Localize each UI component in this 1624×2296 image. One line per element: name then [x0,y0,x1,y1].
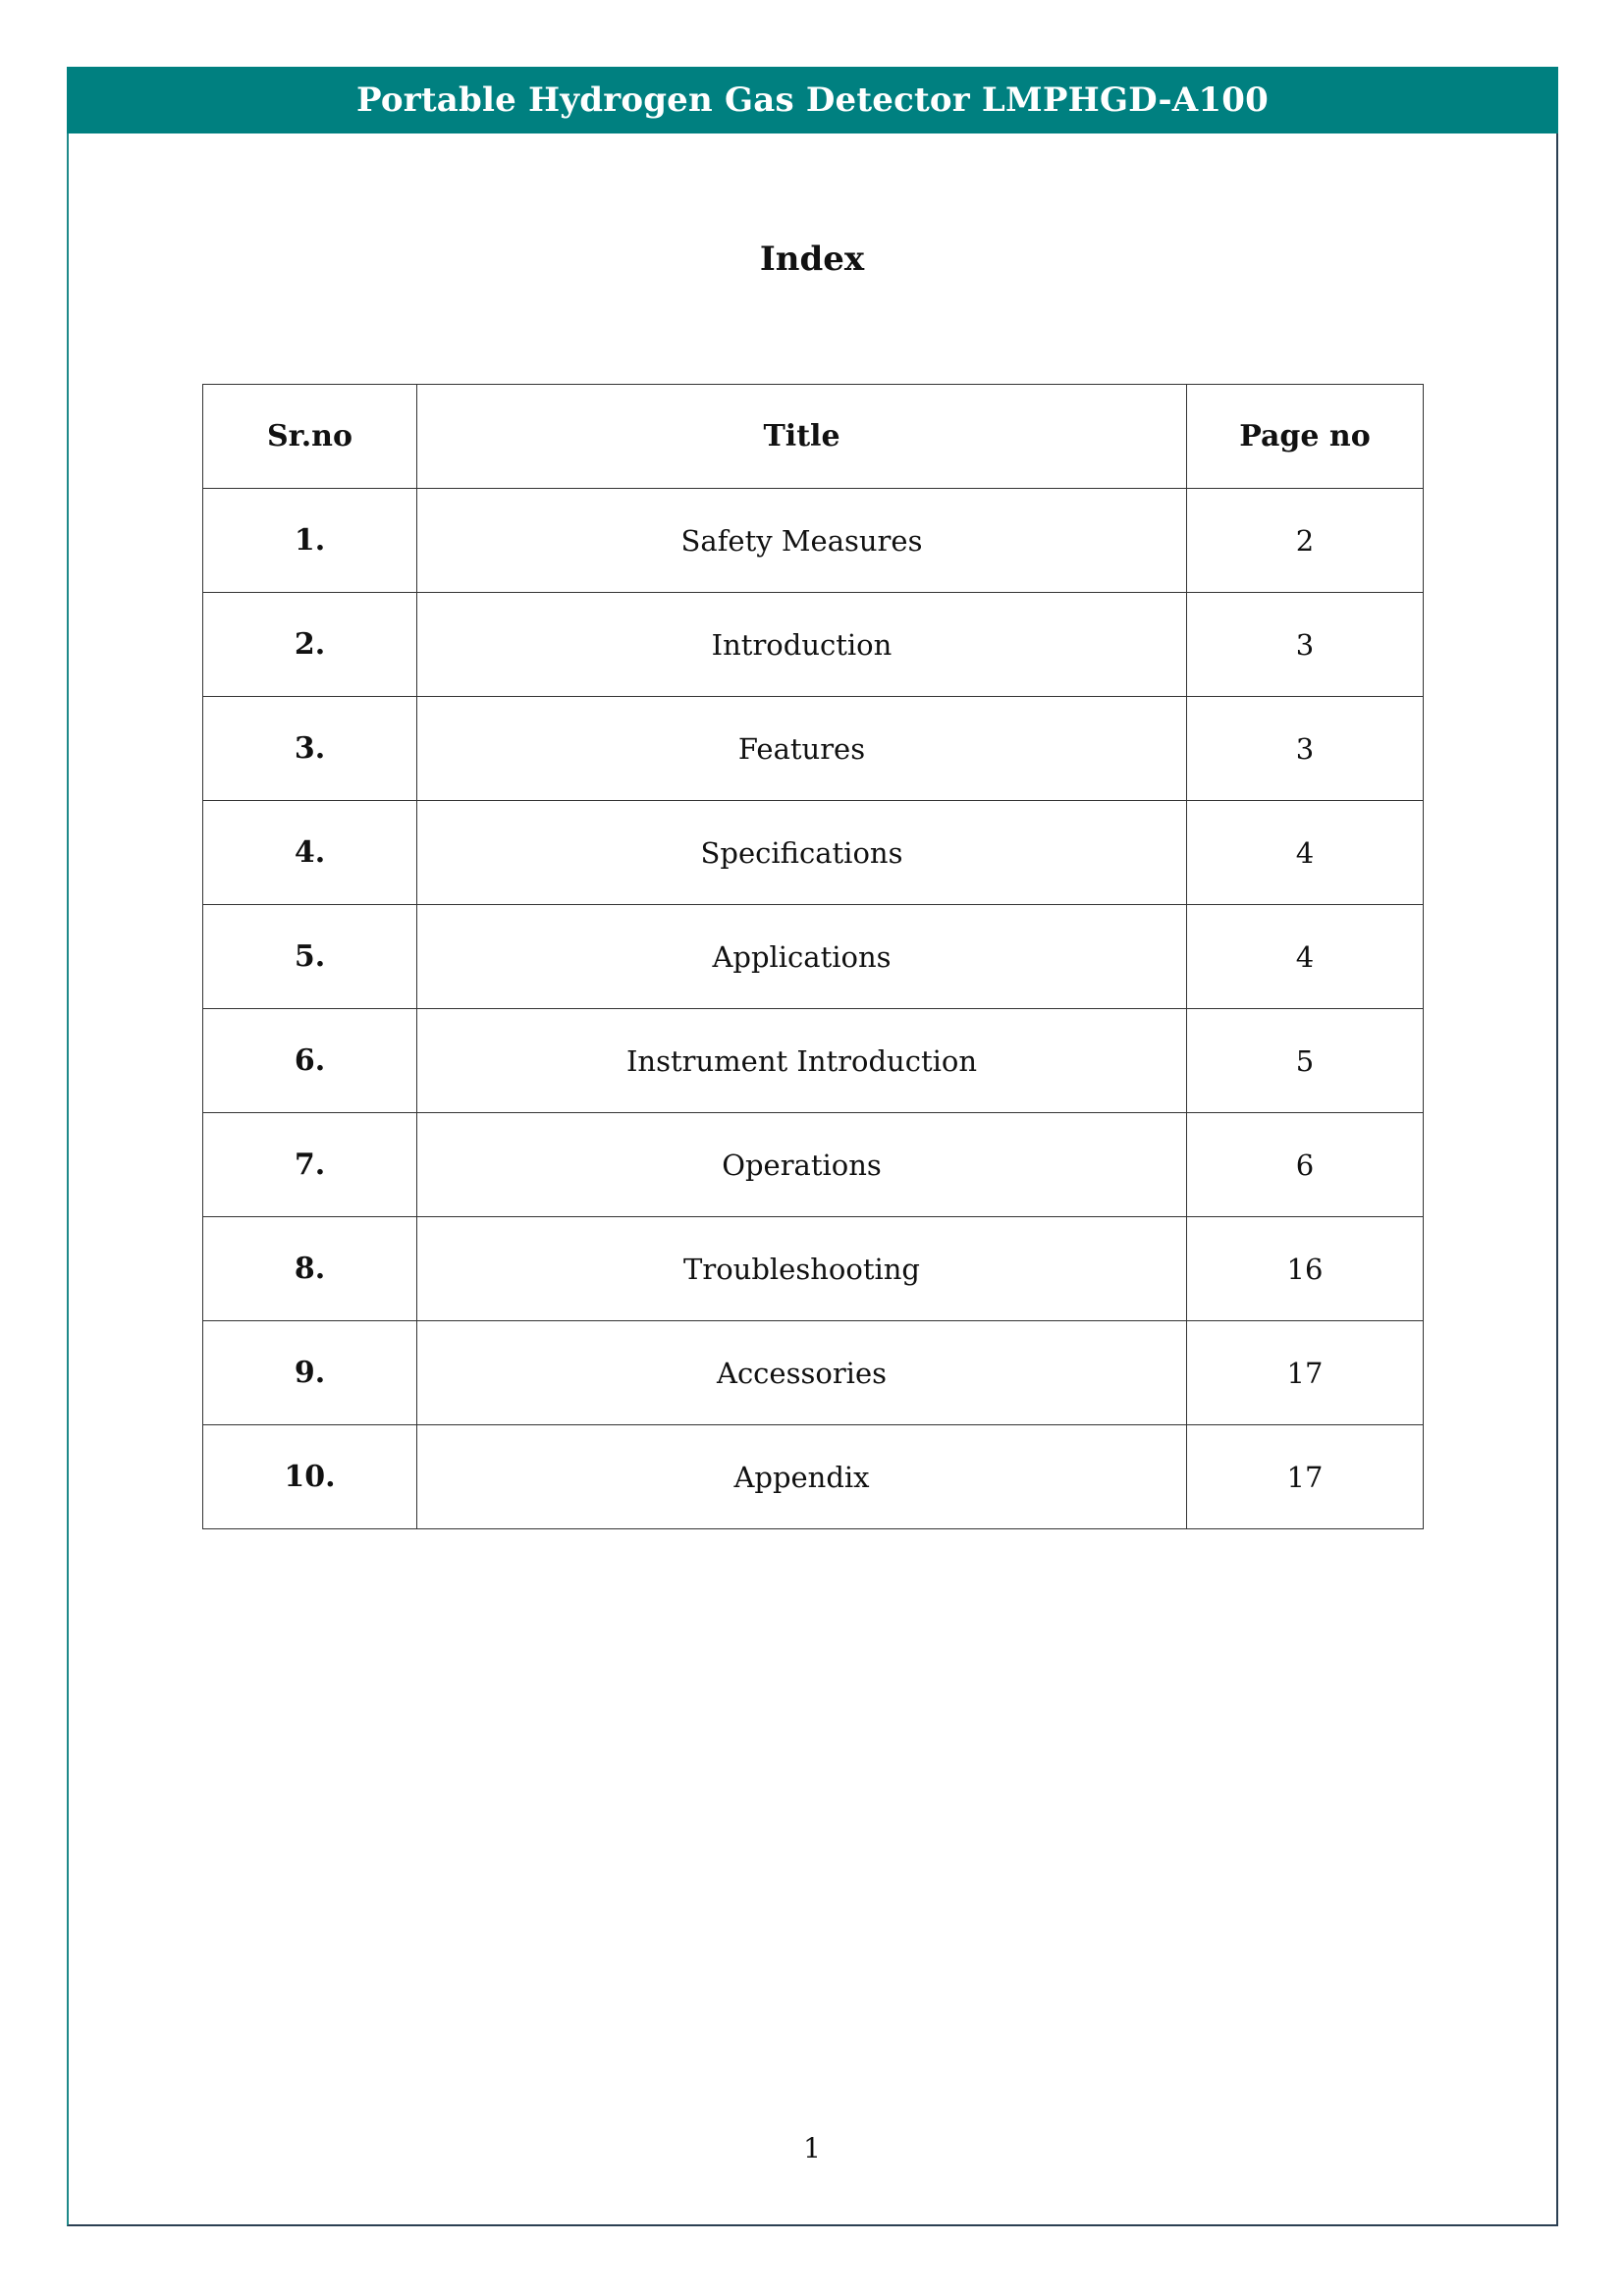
row-page-no: 3 [1187,593,1424,697]
row-page-no: 3 [1187,697,1424,801]
column-header-title: Title [417,385,1187,489]
row-page-no: 4 [1187,801,1424,905]
row-sr-no: 8. [203,1217,417,1321]
row-title: Introduction [417,593,1187,697]
row-page-no: 5 [1187,1009,1424,1113]
row-title: Applications [417,905,1187,1009]
row-title: Appendix [417,1425,1187,1529]
table-row [203,697,1424,801]
table-row [203,1113,1424,1217]
table-row [203,1321,1424,1425]
row-page-no: 17 [1187,1425,1424,1529]
table-row [203,1425,1424,1529]
table-row [203,1217,1424,1321]
row-sr-no: 2. [203,593,417,697]
row-page-no: 4 [1187,905,1424,1009]
page-number: 1 [803,2132,821,2164]
row-sr-no: 1. [203,489,417,593]
row-page-no: 17 [1187,1321,1424,1425]
table-header-row [203,385,1424,489]
row-title: Accessories [417,1321,1187,1425]
table-row [203,593,1424,697]
row-title: Operations [417,1113,1187,1217]
row-page-no: 2 [1187,489,1424,593]
table-row [203,1009,1424,1113]
table-row [203,489,1424,593]
table-row [203,801,1424,905]
table-row [203,905,1424,1009]
row-title: Features [417,697,1187,801]
row-title: Specifications [417,801,1187,905]
row-title: Instrument Introduction [417,1009,1187,1113]
row-sr-no: 9. [203,1321,417,1425]
row-sr-no: 7. [203,1113,417,1217]
row-page-no: 6 [1187,1113,1424,1217]
index-table [202,384,1424,1529]
document-title: Portable Hydrogen Gas Detector LMPHGD-A100 [356,80,1269,120]
row-title: Safety Measures [417,489,1187,593]
index-heading: Index [759,240,865,279]
row-title: Troubleshooting [417,1217,1187,1321]
header-bar [67,67,1558,133]
row-sr-no: 3. [203,697,417,801]
column-header-sr-no: Sr.no [203,385,417,489]
column-header-page-no: Page no [1187,385,1424,489]
row-sr-no: 10. [203,1425,417,1529]
row-sr-no: 4. [203,801,417,905]
row-sr-no: 6. [203,1009,417,1113]
row-sr-no: 5. [203,905,417,1009]
row-page-no: 16 [1187,1217,1424,1321]
